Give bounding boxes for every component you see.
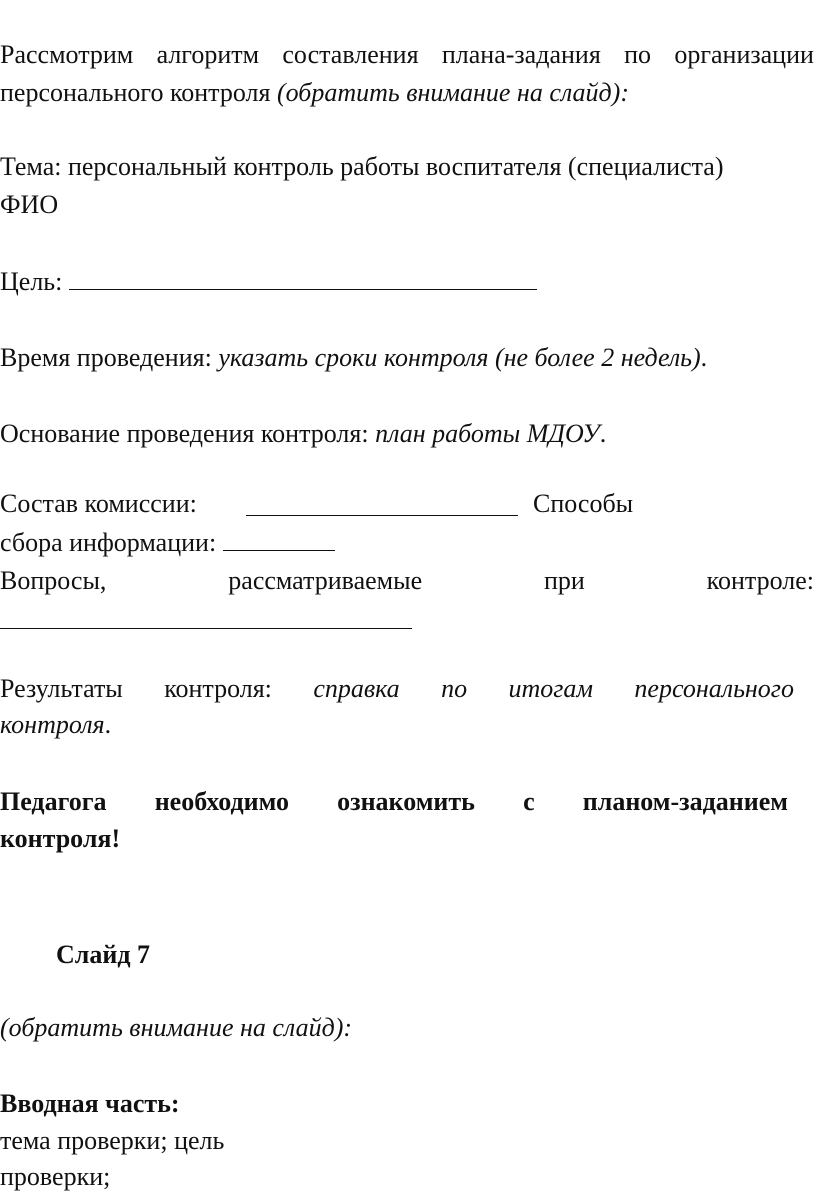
- word: планом-заданием: [582, 787, 788, 816]
- time-label: Время проведения:: [0, 343, 219, 372]
- word: ознакомить: [337, 787, 475, 816]
- basis-line: [0, 417, 606, 451]
- word: при: [543, 566, 585, 595]
- questions-blank: [0, 606, 412, 629]
- word: контроле:: [706, 566, 814, 595]
- word: персонального: [634, 674, 794, 703]
- word: по: [441, 674, 468, 703]
- basis-value: план работы МДОУ: [375, 419, 600, 448]
- slide-hint: (обратить внимание на слайд):: [0, 1013, 353, 1042]
- word: составления: [282, 40, 419, 69]
- intro-paragraph-line-1: [0, 38, 814, 72]
- topic-line: Тема: персональный контроль работы воспитателя (специалиста): [0, 152, 724, 181]
- collection-blank: [223, 528, 335, 551]
- commission-line: [0, 487, 197, 521]
- time-line: [0, 341, 707, 375]
- word: алгоритм: [156, 40, 260, 69]
- word: Результаты: [0, 674, 123, 703]
- intro-line-2: проверки;: [0, 1162, 111, 1191]
- word: контроля:: [164, 674, 272, 703]
- intro-line-1: тема проверки; цель: [0, 1126, 225, 1155]
- text: персонального контроля: [0, 78, 277, 107]
- word: итогам: [508, 674, 593, 703]
- collection-label: сбора информации:: [0, 528, 223, 557]
- word: плана-задания: [441, 40, 601, 69]
- methods-label: Способы: [533, 489, 634, 518]
- word: Рассмотрим: [0, 40, 134, 69]
- commission-label: Состав комиссии:: [0, 489, 197, 518]
- word: с: [523, 787, 535, 816]
- commission-blank: [246, 493, 518, 516]
- slide-hint: (обратить внимание на слайд):: [276, 78, 629, 107]
- goal-line: [0, 265, 537, 299]
- time-value: указать сроки контроля (не более 2 недель): [218, 343, 701, 372]
- word: необходимо: [154, 787, 289, 816]
- goal-blank: [69, 267, 537, 290]
- period: .: [104, 710, 112, 739]
- slide-title: Слайд 7: [56, 940, 150, 969]
- results-line-1: [0, 672, 794, 706]
- intro-heading: Вводная часть:: [0, 1089, 180, 1118]
- intro-paragraph-line-2: [0, 76, 629, 110]
- word: организации: [674, 40, 814, 69]
- goal-label: Цель:: [0, 267, 69, 296]
- collection-line: [0, 526, 335, 560]
- word: Педагога: [0, 787, 107, 816]
- results-line-2: [0, 708, 111, 742]
- questions-line: [0, 564, 814, 598]
- period: .: [599, 419, 607, 448]
- notice-line-2: контроля!: [0, 824, 121, 853]
- fio-line: ФИО: [0, 190, 59, 219]
- word: рассматриваемые: [228, 566, 423, 595]
- word: по: [624, 40, 652, 69]
- period: .: [700, 343, 708, 372]
- notice-line-1: [0, 785, 788, 819]
- results-continuation: контроля: [0, 710, 105, 739]
- word: справка: [313, 674, 400, 703]
- basis-label: Основание проведения контроля:: [0, 419, 376, 448]
- word: Вопросы,: [0, 566, 107, 595]
